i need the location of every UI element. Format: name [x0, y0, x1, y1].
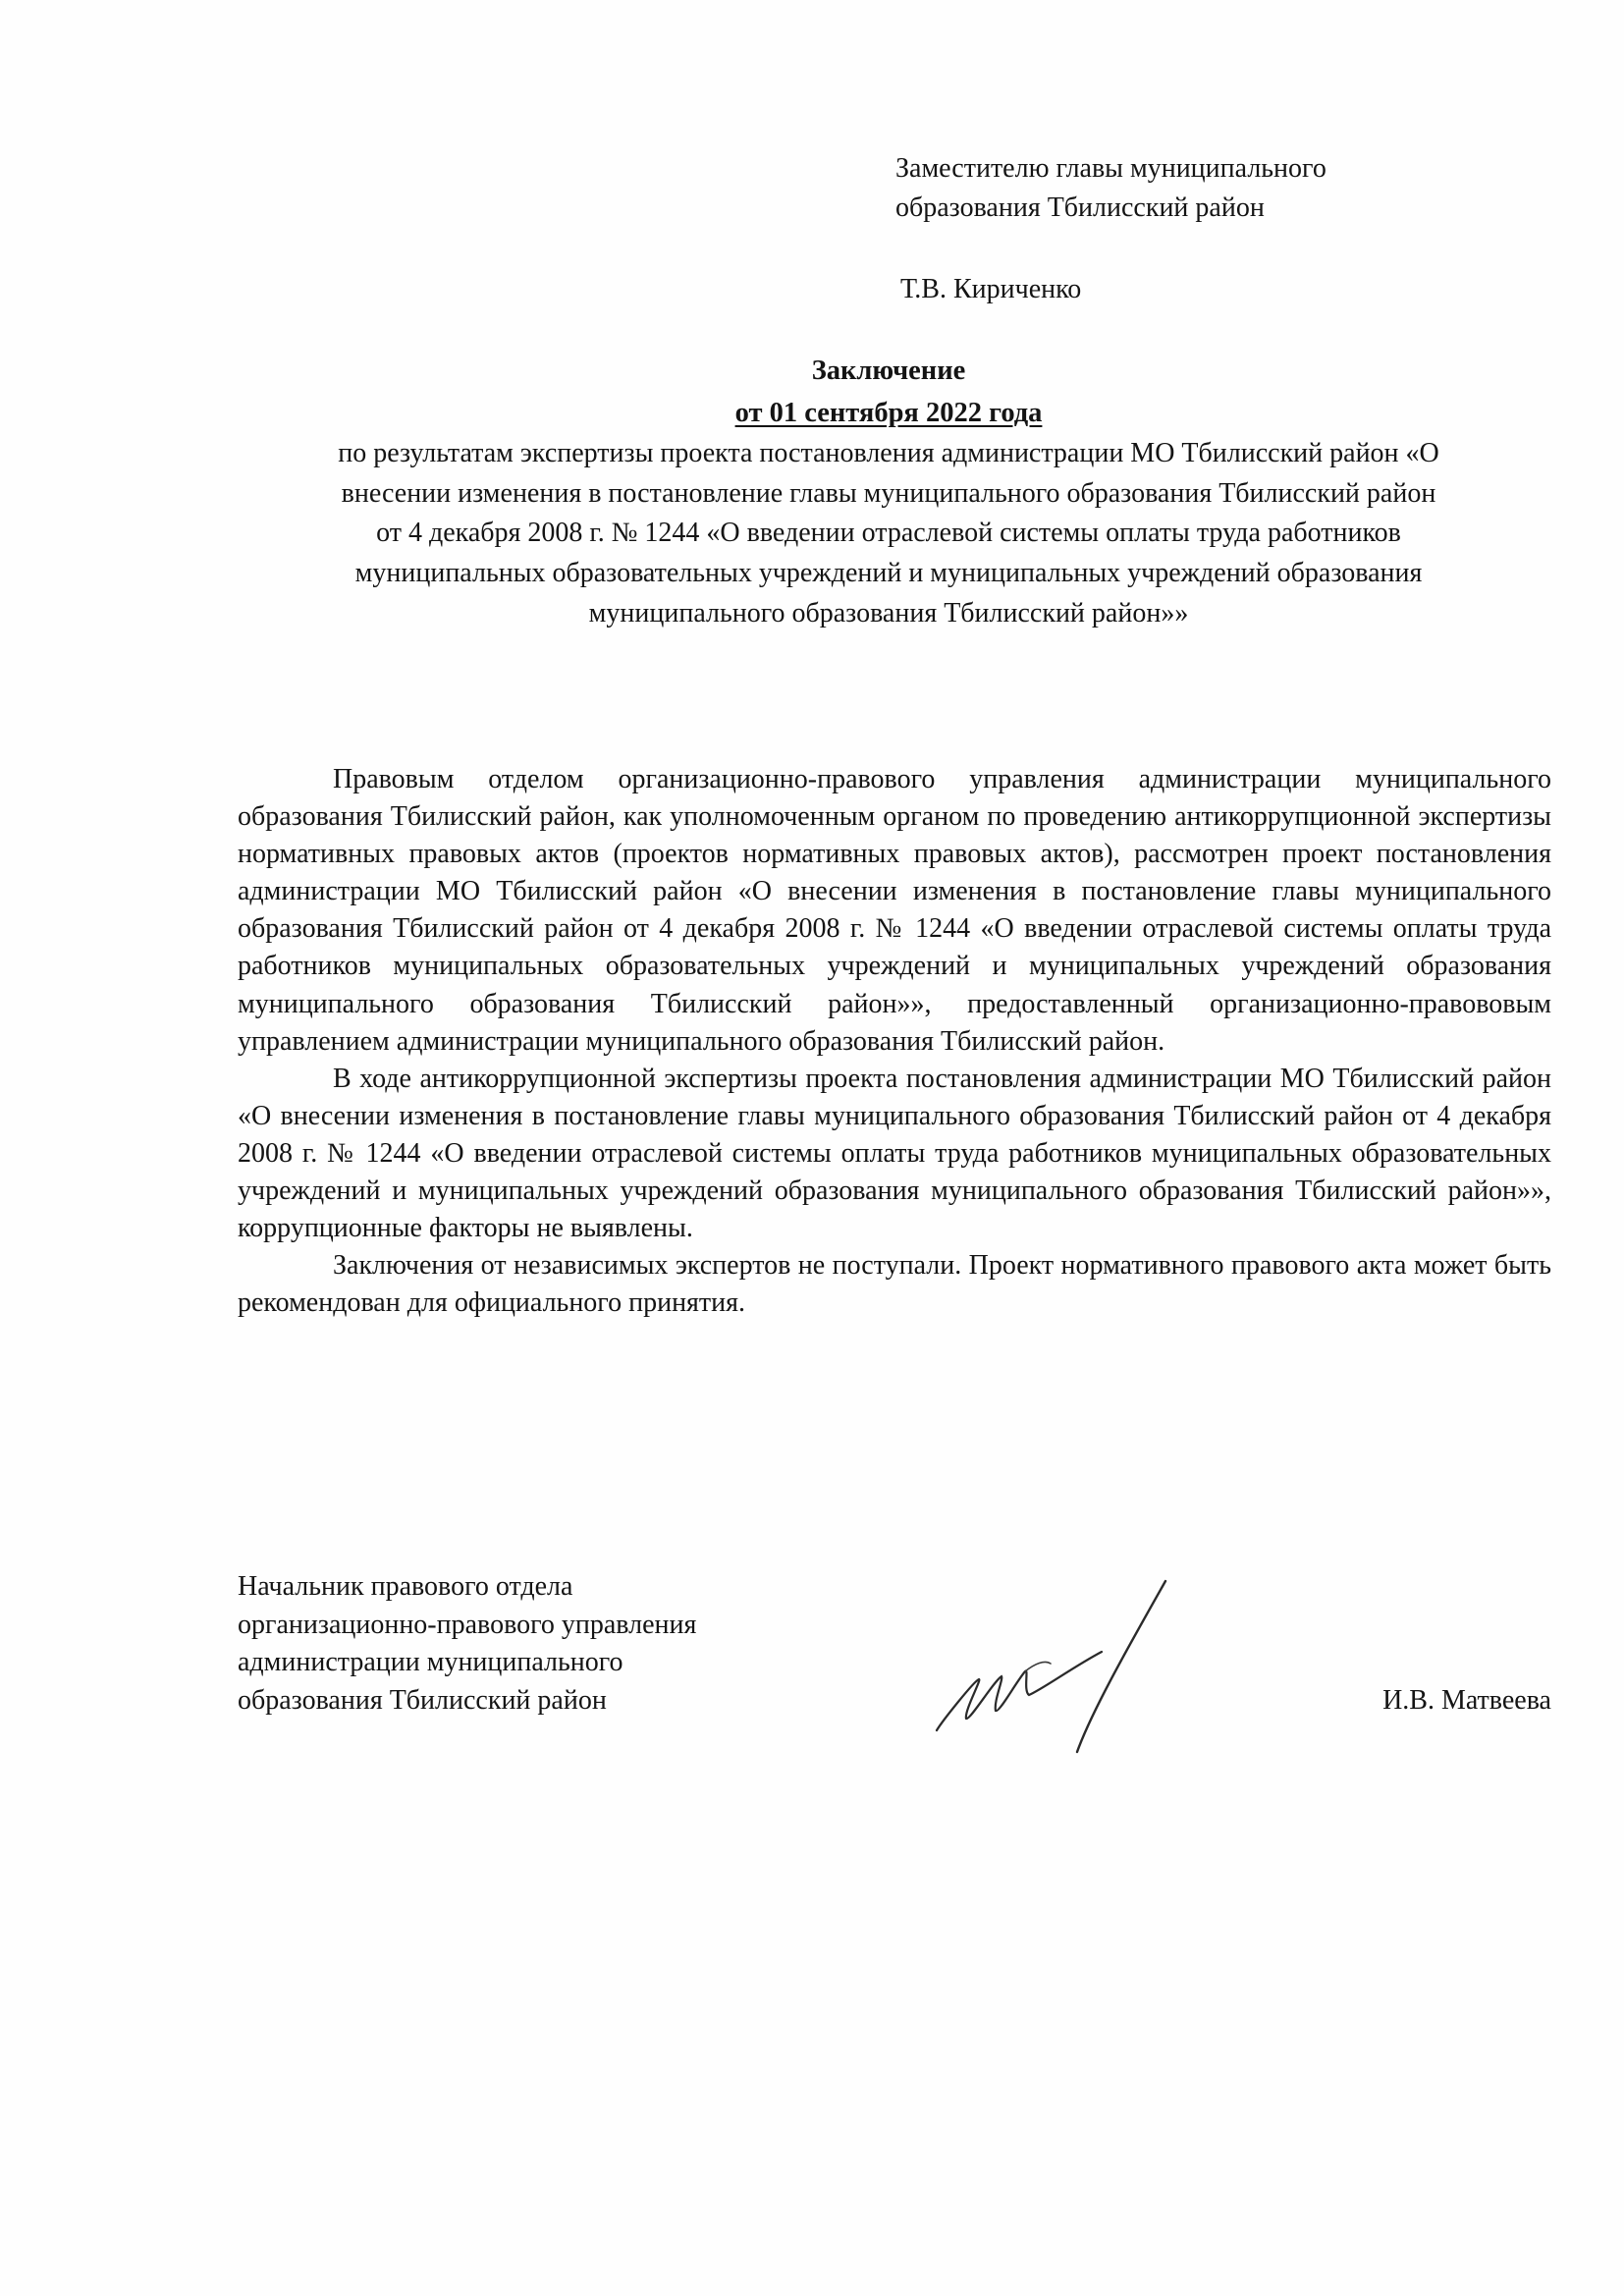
- position-line: Начальник правового отдела: [238, 1571, 573, 1602]
- position-line: администрации муниципального: [238, 1647, 623, 1677]
- signer-name: И.В. Матвеева: [1382, 1685, 1551, 1716]
- document-subject: по результатам экспертизы проекта постановления администрации МО Тбилисский район «О внесении изменения в постановление главы муниципального образования Тбилисский район от 4 декабря 2008 г. № 1244 «О введении отраслевой системы оплаты труда работников муниципальных образовательных учреждений и муниципальных учреждений образования муниципального образования Тбилисский район»»: [338, 438, 1439, 629]
- signature-icon: [935, 1573, 1239, 1760]
- addressee-line: Заместителю главы муниципального: [895, 153, 1326, 184]
- signer-position: [238, 1568, 696, 1720]
- addressee-name: Т.В. Кириченко: [900, 274, 1082, 304]
- signature-block: [238, 1568, 1551, 1765]
- position-line: образования Тбилисский район: [238, 1684, 607, 1716]
- addressee-block: [895, 149, 1326, 309]
- document-header: [324, 350, 1453, 634]
- addressee-line: образования Тбилисский район: [895, 192, 1265, 223]
- body-paragraph: Правовым отделом организационно-правового управления администрации муниципального образования Тбилисский район, как уполномоченным органом по проведению антикоррупционной экспертизы нормативных правовых актов (проектов нормативных правовых актов), рассмотрен проект постановления администрации МО Тбилисский район «О внесении изменения в постановление главы муниципального образования Тбилисский район от 4 декабря 2008 г. № 1244 «О введении отраслевой системы оплаты труда работников муниципальных образовательных учреждений и муниципальных учреждений образования муниципального образования Тбилисский район»», предоставленный организационно-правововым управлением администрации муниципального образования Тбилисский район.: [238, 764, 1551, 1057]
- position-line: организационно-правового управления: [238, 1609, 697, 1640]
- body-paragraph: В ходе антикоррупционной экспертизы проекта постановления администрации МО Тбилисский район «О внесении изменения в постановление главы муниципального образования Тбилисский район от 4 декабря 2008 г. № 1244 «О введении отраслевой системы оплаты труда работников муниципальных образовательных учреждений и муниципальных учреждений образования муниципального образования Тбилисский район»», коррупционные факторы не выявлены.: [238, 1063, 1551, 1244]
- body-paragraph: Заключения от независимых экспертов не поступали. Проект нормативного правового акта может быть рекомендован для официального принятия.: [238, 1250, 1551, 1319]
- document-title: Заключение: [811, 355, 966, 386]
- document-body: [238, 761, 1551, 1322]
- document-date: от 01 сентября 2022 года: [734, 398, 1043, 428]
